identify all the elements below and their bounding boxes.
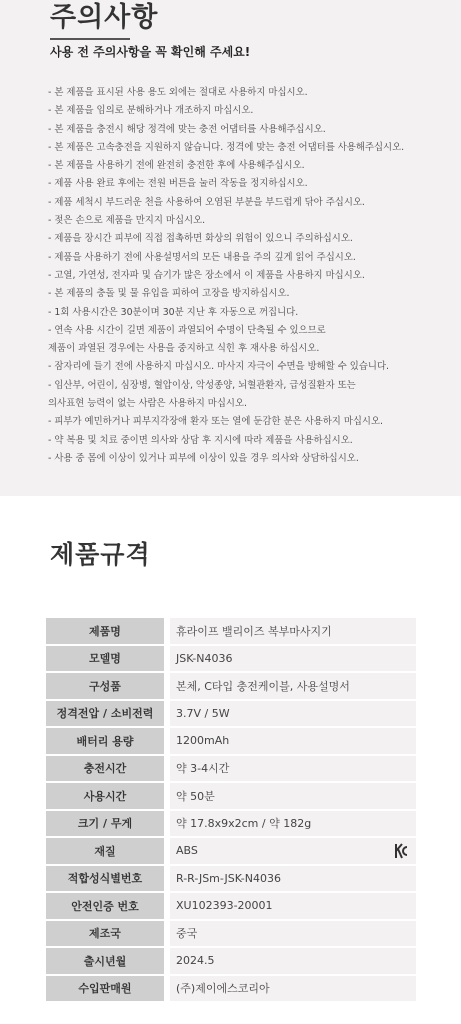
caution-list (48, 84, 448, 468)
caution-item: - 제품 사용 완료 후에는 전원 버튼을 눌러 작동을 정지하십시오. (48, 178, 308, 190)
caution-item: 제품이 과열된 경우에는 사용을 중지하고 식힌 후 재사용 하십시오. (48, 343, 320, 355)
caution-item: - 제품 세척시 부드러운 천을 사용하여 오염된 부분을 부드럽게 닦아 주십시오. (48, 196, 365, 208)
spec-value: ABS (176, 844, 198, 858)
spec-table (46, 616, 416, 1003)
spec-row (46, 673, 416, 699)
spec-label: 크기 / 무게 (46, 811, 164, 837)
spec-value: 본체, C타입 충전케이블, 사용설명서 (170, 673, 416, 699)
spec-label: 사용시간 (46, 783, 164, 809)
spec-row (46, 811, 416, 837)
spec-label: 안전인증 번호 (46, 893, 164, 919)
spec-value: 약 50분 (170, 783, 416, 809)
spec-label: 제조국 (46, 921, 164, 947)
caution-item: - 임산부, 어린이, 심장병, 혈압이상, 악성종양, 뇌혈관환자, 급성질환자 또는 (48, 379, 356, 391)
caution-item: - 고열, 가연성, 전자파 및 습기가 많은 장소에서 이 제품을 사용하지 마십시오. (48, 269, 365, 281)
spec-value: JSK-N4036 (170, 646, 416, 672)
spec-label: 제품명 (46, 618, 164, 644)
spec-value: 3.7V / 5W (170, 701, 416, 727)
caution-item: - 제품을 장시간 피부에 직접 접촉하면 화상의 위험이 있으니 주의하십시오. (48, 233, 353, 245)
spec-value: 1200mAh (170, 728, 416, 754)
spec-row (46, 618, 416, 644)
caution-item: - 본 제품을 충전시 해당 정격에 맞는 충전 어댑터를 사용해주십시오. (48, 123, 326, 135)
spec-row (46, 728, 416, 754)
caution-item: - 사용 중 몸에 이상이 있거나 피부에 이상이 있을 경우 의사와 상담하십시오. (48, 452, 359, 464)
caution-item: - 약 복용 및 치료 중이면 의사와 상담 후 지시에 따라 제품을 사용하십시오. (48, 434, 353, 446)
spec-value-cell (170, 838, 416, 864)
spec-row (46, 756, 416, 782)
spec-label: 정격전압 / 소비전력 (46, 701, 164, 727)
caution-title-underline (50, 38, 130, 40)
spec-row (46, 701, 416, 727)
spec-value: R-R-JSm-JSK-N4036 (170, 866, 416, 892)
spec-value: 중국 (170, 921, 416, 947)
spec-label: 구성품 (46, 673, 164, 699)
spec-value: 약 3-4시간 (170, 756, 416, 782)
spec-label: 재질 (46, 838, 164, 864)
spec-row (46, 783, 416, 809)
caution-item: - 1회 사용시간은 30분이며 30분 지난 후 자동으로 꺼집니다. (48, 306, 299, 318)
spec-row (46, 893, 416, 919)
spec-label: 모델명 (46, 646, 164, 672)
spec-value: 약 17.8x9x2cm / 약 182g (170, 811, 416, 837)
caution-item: - 잠자리에 들기 전에 사용하지 마십시오. 마사지 자극이 수면을 방해할 수 있습니다. (48, 361, 389, 373)
spec-value: 휴라이프 밸리이즈 복부마사지기 (170, 618, 416, 644)
caution-item: - 젖은 손으로 제품을 만지지 마십시오. (48, 215, 206, 227)
spec-value: XU102393-20001 (170, 893, 416, 919)
caution-item: 의사표현 능력이 없는 사람은 사용하지 마십시오. (48, 398, 248, 410)
spec-label: 수입판매원 (46, 976, 164, 1002)
caution-item: - 본 제품을 사용하기 전에 완전히 충전한 후에 사용해주십시오. (48, 160, 305, 172)
caution-item: - 본 제품의 충돌 및 물 유입을 피하여 고장을 방지하십시오. (48, 288, 290, 300)
spec-label: 출시년월 (46, 948, 164, 974)
caution-section (0, 0, 461, 496)
spec-value: 2024.5 (170, 948, 416, 974)
caution-subtitle: 사용 전 주의사항을 꼭 확인해 주세요! (50, 45, 251, 59)
spec-row (46, 838, 416, 864)
spec-label: 충전시간 (46, 756, 164, 782)
caution-item: - 제품을 사용하기 전에 사용설명서의 모든 내용을 주의 깊게 읽어 주십시오. (48, 251, 356, 263)
caution-item: - 본 제품을 임의로 분해하거나 개조하지 마십시오. (48, 105, 254, 117)
caution-item: - 본 제품은 고속충전을 지원하지 않습니다. 정격에 맞는 충전 어댑터를 사용해주십시오. (48, 141, 405, 153)
caution-item: - 연속 사용 시간이 길면 제품이 과열되어 수명이 단축될 수 있으므로 (48, 324, 326, 336)
spec-label: 적합성식별번호 (46, 866, 164, 892)
caution-title: 주의사항 (50, 2, 159, 33)
spec-title: 제품규격 (50, 540, 151, 569)
spec-label: 배터리 용량 (46, 728, 164, 754)
kc-certification-icon (394, 842, 408, 860)
spec-row (46, 948, 416, 974)
caution-item: - 본 제품을 표시된 사용 용도 외에는 절대로 사용하지 마십시오. (48, 87, 308, 98)
spec-row (46, 921, 416, 947)
spec-row (46, 866, 416, 892)
caution-item: - 피부가 예민하거나 피부지각장애 환자 또는 열에 둔감한 분은 사용하지 마십시오. (48, 416, 384, 428)
spec-row (46, 976, 416, 1002)
spec-value: (주)제이에스코리아 (170, 976, 416, 1002)
spec-row (46, 646, 416, 672)
